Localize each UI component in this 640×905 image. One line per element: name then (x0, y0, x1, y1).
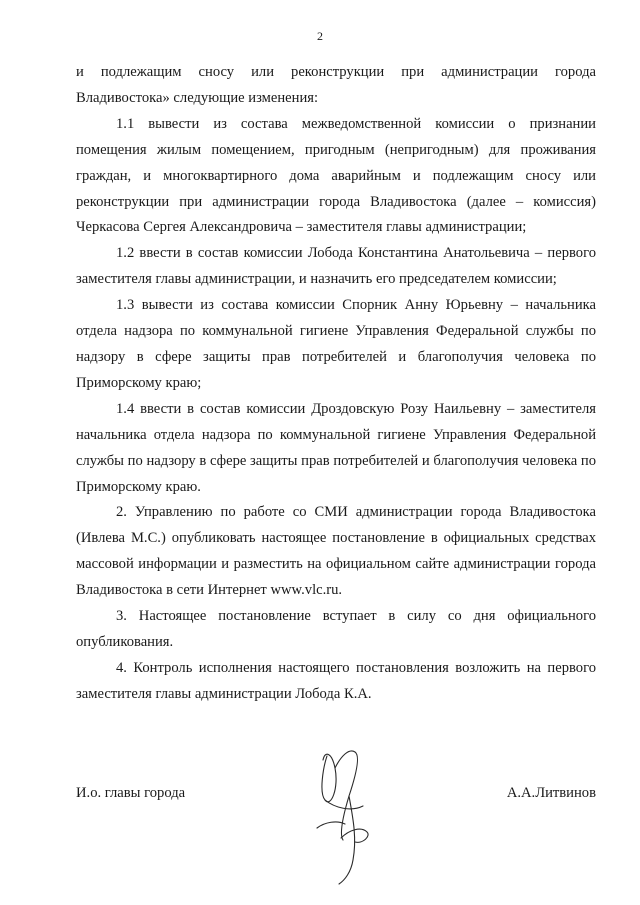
paragraph: 3. Настоящее постановление вступает в силу со дня официального опубликования. (76, 608, 596, 650)
page-number: 2 (317, 29, 323, 43)
paragraph: 1.1 вывести из состава межведомственной комиссии о признании помещения жилым помещением, пригодным (непригодным) для проживания граждан, и многоквартирного дома аварийным и подлежащим сносу или реконструкции при администрации города Владивостока (далее – комиссия) Черкасова Сергея Александровича – заместителя главы администрации; (76, 115, 596, 236)
paragraph: 4. Контроль исполнения настоящего постановления возложить на первого заместителя главы администрации Лобода К.А. (76, 659, 596, 702)
paragraph: и подлежащим сносу или реконструкции при администрации города Владивостока» следующие изменения: (76, 64, 596, 106)
paragraph: 1.3 вывести из состава комиссии Спорник Анну Юрьевну – начальника отдела надзора по коммунальной гигиене Управления Федеральной службы по надзору в сфере защиты прав потребителей и благополучия человека по Приморскому краю; (76, 297, 596, 391)
signer-name: А.А.Литвинов (506, 785, 596, 801)
paragraph: 1.4 ввести в состав комиссии Дроздовскую Розу Наильевну – заместителя начальника отдела надзора по коммунальной гигиене Управления Федеральной службы по надзору в сфере защиты прав потребителей и благополучия человека по Приморскому краю. (76, 400, 596, 495)
signature-block (76, 785, 596, 815)
document-body (76, 60, 596, 708)
paragraph: 1.2 ввести в состав комиссии Лобода Константина Анатольевича – первого заместителя главы администрации, и назначить его председателем комиссии; (76, 245, 596, 288)
paragraph: 2. Управлению по работе со СМИ администрации города Владивостока (Ивлева М.С.) опубликовать настоящее постановление в официальных средствах массовой информации и разместить на официальном сайте администрации города Владивостока в сети Интернет www.vlc.ru. (76, 504, 596, 599)
signer-role: И.о. главы города (76, 785, 186, 801)
